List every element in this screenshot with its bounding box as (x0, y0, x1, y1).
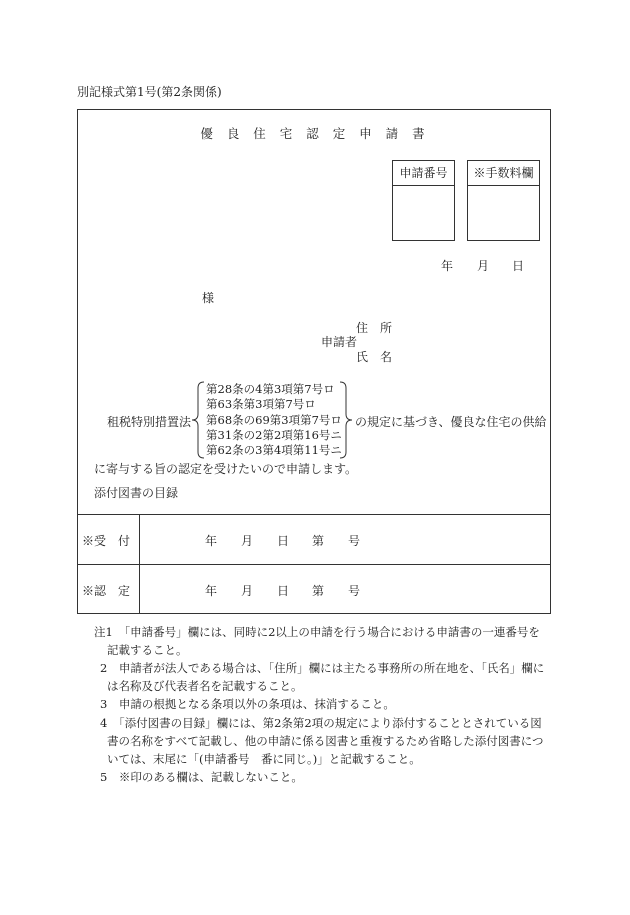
applicant-name-label: 氏 名 (356, 350, 393, 364)
application-number-label: 申請番号 (393, 161, 454, 186)
applicant-address-label: 住 所 (356, 321, 393, 335)
reception-month: 月 (241, 534, 254, 548)
column-divider (139, 514, 140, 614)
attachments-label: 添付図書の目録 (94, 486, 179, 500)
reception-label: ※受 付 (82, 534, 131, 548)
law-name: 租税特別措置法 (107, 415, 192, 429)
note-line: 5 ※印のある欄は、記載しないこと。 (100, 770, 303, 784)
reception-go: 号 (348, 534, 361, 548)
reception-day: 日 (277, 534, 290, 548)
left-brace (190, 380, 206, 460)
date-year: 年 (441, 259, 454, 273)
provision-item: 第62条の3第4項第11号ニ (206, 443, 342, 458)
provision-item: 第68条の69第3項第7号ロ (206, 412, 342, 427)
certification-year: 年 (205, 584, 218, 598)
note-line: 記載すること。 (107, 643, 188, 657)
note-line: いては、末尾に「(申請番号 番に同じ。)」と記載すること。 (107, 752, 421, 766)
addressee-suffix: 様 (202, 291, 215, 305)
date-day: 日 (512, 259, 525, 273)
form-title-text: 優 良 住 宅 認 定 申 請 書 (200, 126, 430, 141)
date-month: 月 (477, 259, 490, 273)
fee-label: ※手数料欄 (468, 161, 539, 186)
certification-day: 日 (277, 584, 290, 598)
body-text-line-1: の規定に基づき、優良な住宅の供給 (355, 415, 547, 429)
certification-label: ※認 定 (82, 584, 131, 598)
provision-item: 第63条第3項第7号ロ (206, 397, 316, 412)
form-label: 別記様式第1号(第2条関係) (77, 85, 222, 99)
form-title (0, 124, 630, 142)
right-brace (338, 380, 354, 460)
divider (77, 514, 551, 515)
application-number-box[interactable] (392, 160, 455, 241)
fee-box (467, 160, 540, 241)
note-line: 書の名称をすべて記載し、他の申請に係る図書と重複するため省略した添付図書につ (107, 734, 544, 748)
certification-month: 月 (241, 584, 254, 598)
certification-dai: 第 (312, 584, 325, 598)
note-line: 注1 「申請番号」欄には、同時に2以上の申請を行う場合における申請書の一連番号を (94, 625, 540, 639)
divider (77, 564, 551, 565)
provision-item: 第28条の4第3項第7号ロ (206, 382, 335, 396)
reception-dai: 第 (312, 534, 325, 548)
note-line: 4 「添付図書の目録」欄には、第2条第2項の規定により添付することとされている図 (100, 716, 542, 730)
provisions-list (206, 382, 342, 458)
body-text-line-2: に寄与する旨の認定を受けたいので申請します。 (94, 462, 358, 476)
applicant-label: 申請者 (321, 335, 358, 349)
note-line: 2 申請者が法人である場合は、「住所」欄には主たる事務所の所在地を、「氏名」欄に (100, 661, 545, 675)
note-line: は名称及び代表者名を記載すること。 (107, 679, 303, 693)
reception-year: 年 (205, 534, 218, 548)
certification-go: 号 (348, 584, 361, 598)
provision-item: 第31条の2第2項第16号ニ (206, 427, 342, 442)
note-line: 3 申請の根拠となる条項以外の条項は、抹消すること。 (100, 697, 395, 711)
